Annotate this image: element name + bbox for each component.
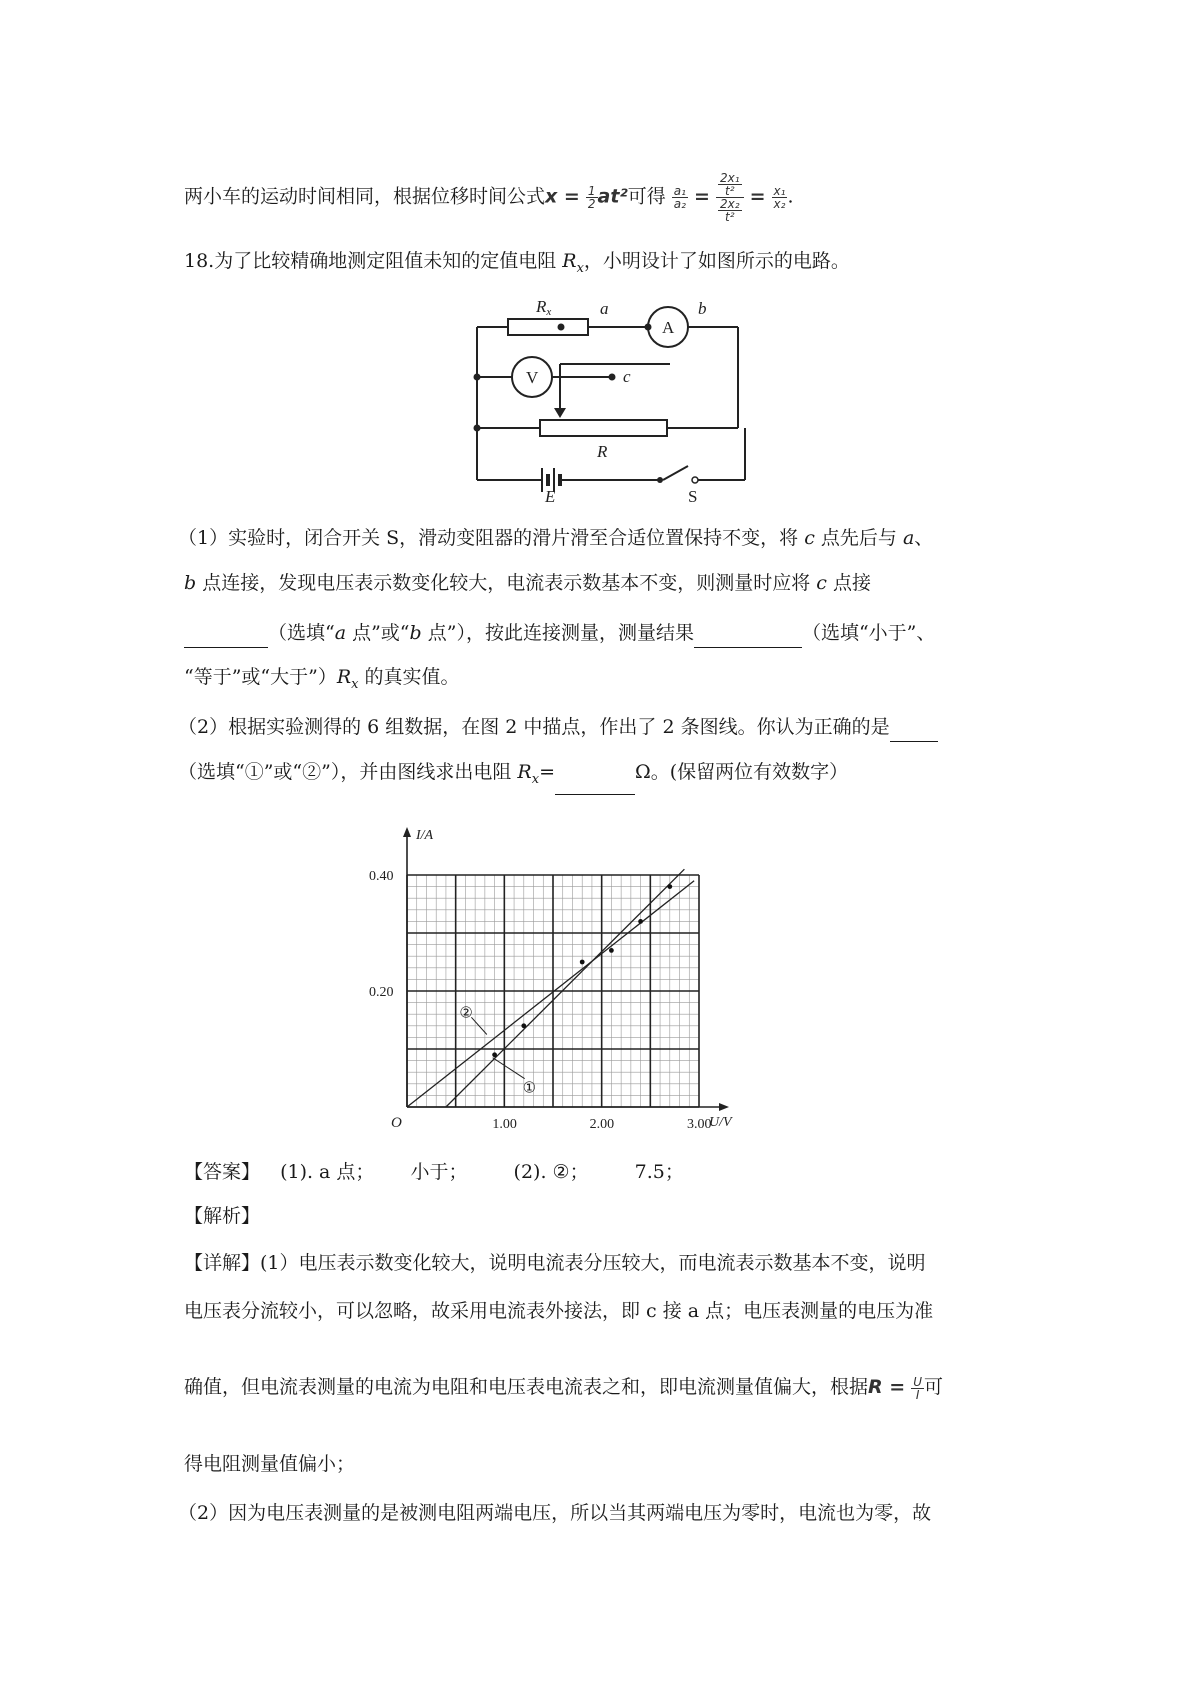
y-tick-label: 0.40 [369, 869, 394, 884]
y-axis-label: I/A [416, 828, 434, 843]
data-point [609, 948, 614, 953]
part1-line1: （1）实验时，闭合开关 S，滑动变阻器的滑片滑至合适位置保持不变，将 c 点先后与 a、 [178, 527, 934, 549]
x-axis-label: U/V [709, 1115, 732, 1130]
ammeter-label: A [662, 318, 675, 337]
part1-line2: b 点连接，发现电压表示数变化较大，电流表示数基本不变，则测量时应将 c 点接 [184, 572, 871, 594]
y-tick-label: 0.20 [369, 985, 394, 1000]
formula-x: x = [545, 185, 580, 208]
label-c: c [623, 367, 631, 386]
origin-label: O [391, 1115, 402, 1131]
answer-blank-1[interactable] [184, 625, 268, 648]
data-point [580, 960, 585, 965]
answer-blank-3[interactable] [890, 719, 938, 742]
rheostat [540, 420, 667, 436]
part1-line4: “等于”或“大于$”)R_x$ 的真实值。 [184, 666, 460, 692]
curve-label: ② [459, 1005, 473, 1022]
resistor-rx [508, 319, 588, 335]
switch-s [663, 466, 688, 480]
y-axis-arrow [403, 827, 411, 837]
answer-label: 【答案】 [184, 1161, 261, 1183]
part2-line1: （2）根据实验测得的 6 组数据，在图 2 中描点，作出了 2 条图线。你认为正确的是 [178, 712, 938, 742]
answer-blank-2[interactable] [694, 625, 802, 648]
label-s: S [688, 487, 698, 506]
iu-graph [369, 810, 795, 1140]
detail-line1: 【详解】(1）电压表示数变化较大，说明电流表分压较大，而电流表示数基本不变，说明 [184, 1252, 926, 1274]
x-tick-label: 1.00 [492, 1117, 517, 1132]
axes [403, 827, 729, 1111]
label-b: b [698, 299, 707, 318]
x-tick-label: 2.00 [589, 1117, 615, 1132]
intro-line: 两小车的运动时间相同，根据位移时间公式x = $\frac{1}{2}$ at²可得 $\frac{\text{a₁}}{\text{a₂}}$ = $\frac{\frac{\text{2x₁}}{\text{t²}}}{\frac{\text{2x₂}}{\text{t²}}}$ = $\frac{\text{x₁}}{\text{x₂}}$ . [184, 171, 794, 224]
detail-line2: 电压表分流较小，可以忽略，故采用电流表外接法，即 c 接 a 点；电压表测量的电压为准 [184, 1300, 934, 1322]
part2-line2: （选填“①”或“②”），并由图线求出电阻 $R_x= \Omega$。(保留两位有效数字） [178, 757, 848, 795]
detail-line5: （2）因为电压表测量的是被测电阻两端电压，所以当其两端电压为零时，电流也为零，故 [178, 1502, 932, 1524]
label-rx: Rx [536, 297, 552, 318]
fraction-x: $\frac{\text{x₁}}{\text{x₂}}$ [773, 184, 786, 211]
label-r: R [597, 442, 608, 461]
x-tick-label: 3.00 [687, 1117, 712, 1132]
detail-line4: 得电阻测量值偏小； [184, 1453, 356, 1475]
data-point [492, 1052, 497, 1057]
data-point [521, 1023, 526, 1028]
fraction-half: $\frac{1}{2}$ [587, 184, 596, 211]
label-a: a [600, 299, 609, 318]
analysis-label: 【解析】 [184, 1205, 261, 1227]
answer-blank-4[interactable] [555, 772, 635, 795]
fraction-u-over-i: $\frac{U}{I}$ [913, 1374, 923, 1402]
axis-labels [369, 828, 733, 1132]
curve-label: ① [522, 1080, 537, 1097]
fraction-a: $\frac{\text{a₁}}{\text{a₂}}$ [673, 184, 686, 211]
circuit-diagram [460, 290, 780, 505]
answer-line: 【答案】 (1). a 点； 小于； (2). ②； 7.5； [184, 1161, 684, 1183]
label-e: E [545, 487, 556, 506]
fraction-compound: $\frac{\frac{\text{2x₁}}{\text{t²}}}{\frac{\text{2x₂}}{\text{t²}}}$ [716, 172, 744, 223]
fit-line-1 [446, 869, 684, 1107]
x-axis-arrow [719, 1103, 729, 1111]
part1-line3: （选填“a 点”或“b 点”），按此连接测量，测量结果 （选填“小于”、 [184, 618, 935, 648]
question-18: 18.为了比较精确地测定阻值未知的定值电阻 $R_x$，小明设计了如图所示的电路。 [184, 250, 850, 276]
data-point [638, 919, 643, 924]
detail-line3: 确值，但电流表测量的电流为电阻和电压表电流表之和，即电流测量值偏大，根据R = $\frac{U}{I}$ 可 [184, 1374, 944, 1402]
slider-arrowhead [554, 408, 566, 418]
voltmeter-label: V [526, 368, 539, 387]
data-point [667, 884, 672, 889]
